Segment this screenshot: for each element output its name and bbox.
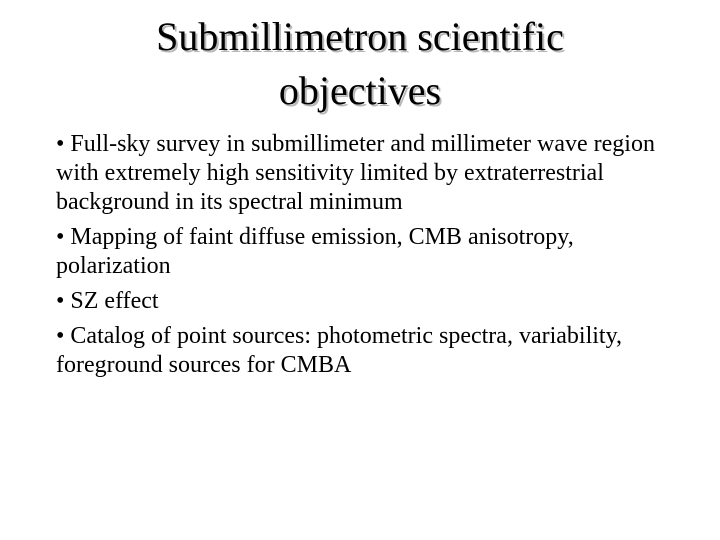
slide-title (60, 10, 660, 118)
bullet-item-sz-effect: • SZ effect (56, 288, 159, 314)
bullet-item-full-sky-survey: • Full-sky survey in submillimeter and millimeter wave region with extremely high sensitivity limited by extraterrestrial background in its spectral minimum (56, 131, 655, 215)
slide-title-line-2: objectives (278, 68, 442, 113)
bullet-item-point-sources: • Catalog of point sources: photometric spectra, variability, foreground sources for CMBA (56, 323, 623, 378)
bullet-item-diffuse-emission: • Mapping of faint diffuse emission, CMB anisotropy, polarization (56, 224, 574, 279)
slide-title-line-1: Submillimetron scientific (156, 14, 564, 59)
bullet-list (56, 130, 676, 386)
